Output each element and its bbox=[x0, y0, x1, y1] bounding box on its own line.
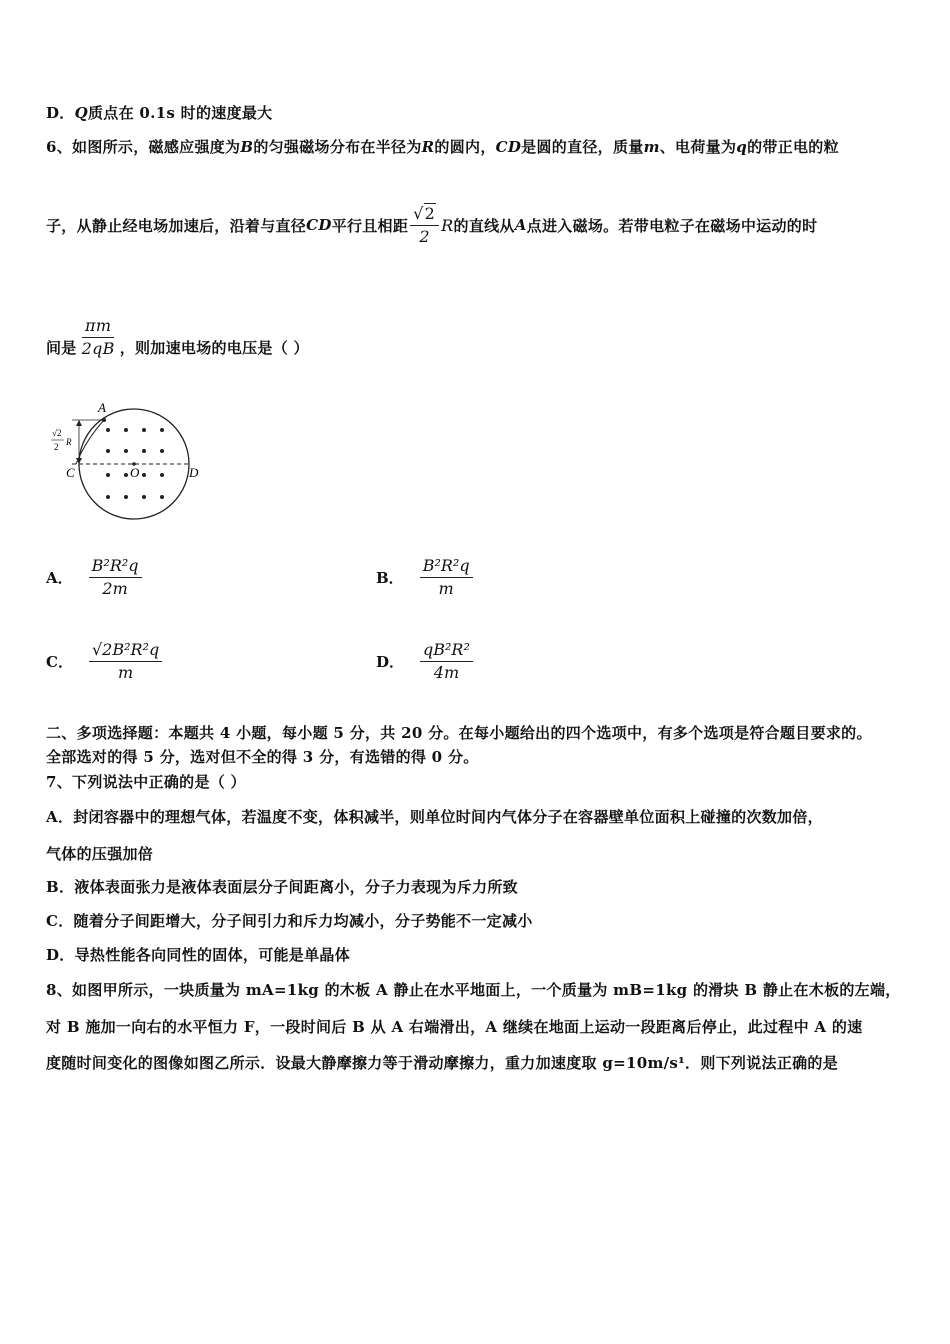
q6-option-b[interactable] bbox=[376, 556, 475, 599]
dist-den: 2 bbox=[54, 442, 59, 452]
distance-fraction: $\frac{√2}{2}$ bbox=[410, 204, 439, 247]
q6-option-d[interactable] bbox=[376, 640, 475, 683]
q7-stem: 7、下列说法中正确的是（ ） bbox=[46, 773, 246, 791]
var-r: R bbox=[441, 215, 454, 235]
q6-stem-line2 bbox=[46, 200, 817, 250]
text: 、电荷量为 bbox=[659, 138, 737, 156]
option-label: D． bbox=[46, 104, 75, 122]
frac-denominator: m bbox=[117, 663, 134, 682]
option-text: 质点在 0.1s 时的速度最大 bbox=[87, 104, 273, 122]
q7-option-c: C．随着分子间距增大，分子间引力和斥力均减小，分子势能不一定减小 bbox=[46, 912, 533, 930]
option-label: B． bbox=[376, 569, 404, 587]
particle-path bbox=[76, 420, 104, 464]
text: 6、如图所示，磁感应强度为 bbox=[46, 138, 241, 156]
text: 的带正电的粒 bbox=[747, 138, 839, 156]
frac-denominator: 4m bbox=[433, 663, 460, 682]
frac-denominator: 2m bbox=[102, 579, 128, 598]
section2-heading-line2: 全部选对的得 5 分，选对但不全的得 3 分，有选错的得 0 分。 bbox=[46, 748, 479, 766]
option-fraction bbox=[89, 640, 162, 683]
frac-denominator: m bbox=[438, 579, 454, 598]
q7-option-a-line1: A．封闭容器中的理想气体，若温度不变，体积减半，则单位时间内气体分子在容器壁单位面积上碰撞的次数加倍， bbox=[46, 808, 823, 826]
q8-stem-line2: 对 B 施加一向右的水平恒力 F，一段时间后 B 从 A 右端滑出，A 继续在地面上运动一段距离后停止，此过程中 A 的速 bbox=[46, 1018, 863, 1036]
label-o: O bbox=[130, 465, 140, 480]
var-r: R bbox=[421, 138, 435, 156]
frac-numerator: qB²R² bbox=[420, 640, 473, 662]
section2-heading-line1: 二、多项选择题：本题共 4 小题，每小题 5 分，共 20 分。在每小题给出的四个选项中，有多个选项是符合题目要求的。 bbox=[46, 724, 872, 742]
q7-option-b: B．液体表面张力是液体表面层分子间距离小，分子力表现为斥力所致 bbox=[46, 878, 518, 896]
label-d: D bbox=[189, 465, 199, 480]
magnetic-field-diagram bbox=[46, 400, 216, 525]
q7-option-d: D．导热性能各向同性的固体，可能是单晶体 bbox=[46, 946, 351, 964]
text: 平行且相距 bbox=[331, 216, 409, 235]
frac-numerator: πm bbox=[82, 316, 114, 338]
point-a bbox=[102, 418, 106, 422]
time-fraction bbox=[79, 316, 118, 359]
text: ，则加速电场的电压是（ ） bbox=[119, 339, 309, 357]
var-cd: CD bbox=[495, 138, 522, 156]
q7-option-a-line2: 气体的压强加倍 bbox=[46, 845, 154, 863]
frac-numerator: √2B²R²q bbox=[89, 640, 162, 662]
q6-option-c[interactable] bbox=[46, 640, 164, 683]
frac-numerator: B²R²q bbox=[89, 556, 142, 578]
text: 的匀强磁场分布在半径为 bbox=[253, 138, 422, 156]
text: 的直线从 bbox=[453, 216, 515, 235]
frac-numerator: 2 bbox=[424, 203, 436, 223]
option-label: D． bbox=[376, 653, 405, 671]
var-m: m bbox=[643, 138, 660, 156]
label-a: A bbox=[98, 400, 106, 415]
var-q: q bbox=[736, 138, 748, 156]
option-label: A． bbox=[46, 569, 73, 587]
text: 是圆的直径，质量 bbox=[521, 138, 644, 156]
frac-denominator: 2qB bbox=[81, 338, 115, 358]
text: 的圆内， bbox=[434, 138, 496, 156]
frac-denominator: 2 bbox=[419, 226, 430, 246]
dist-num: √2 bbox=[52, 428, 62, 438]
text: 子，从静止经电场加速后，沿着与直径 bbox=[46, 216, 307, 235]
dist-r: R bbox=[66, 437, 72, 447]
var-a: A bbox=[514, 216, 527, 234]
option-fraction bbox=[420, 640, 473, 683]
q8-stem-line1: 8、如图甲所示，一块质量为 mA=1kg 的木板 A 静止在水平地面上，一个质量为 mB=1kg 的滑块 B 静止在木板的左端， bbox=[46, 981, 901, 999]
frac-numerator: B²R²q bbox=[420, 556, 473, 578]
q6-stem-line3 bbox=[46, 312, 309, 362]
option-fraction bbox=[89, 556, 142, 599]
q8-stem-line3: 度随时间变化的图像如图乙所示．设最大静摩擦力等于滑动摩擦力，重力加速度取 g=10m/s¹．则下列说法正确的是 bbox=[46, 1054, 839, 1072]
var-b: B bbox=[240, 138, 254, 156]
option-label: C． bbox=[46, 653, 73, 671]
text: 点进入磁场。若带电粒子在磁场中运动的时 bbox=[526, 216, 818, 235]
option-fraction bbox=[420, 556, 473, 599]
q6-option-a[interactable] bbox=[46, 556, 144, 599]
label-c: C bbox=[66, 465, 75, 480]
q6-stem-line1 bbox=[46, 136, 839, 157]
text: 间是 bbox=[46, 339, 77, 357]
arrow-up-icon bbox=[76, 420, 82, 426]
q5-option-d bbox=[46, 102, 272, 123]
var-q: Q bbox=[74, 104, 88, 122]
var-cd: CD bbox=[306, 216, 332, 234]
